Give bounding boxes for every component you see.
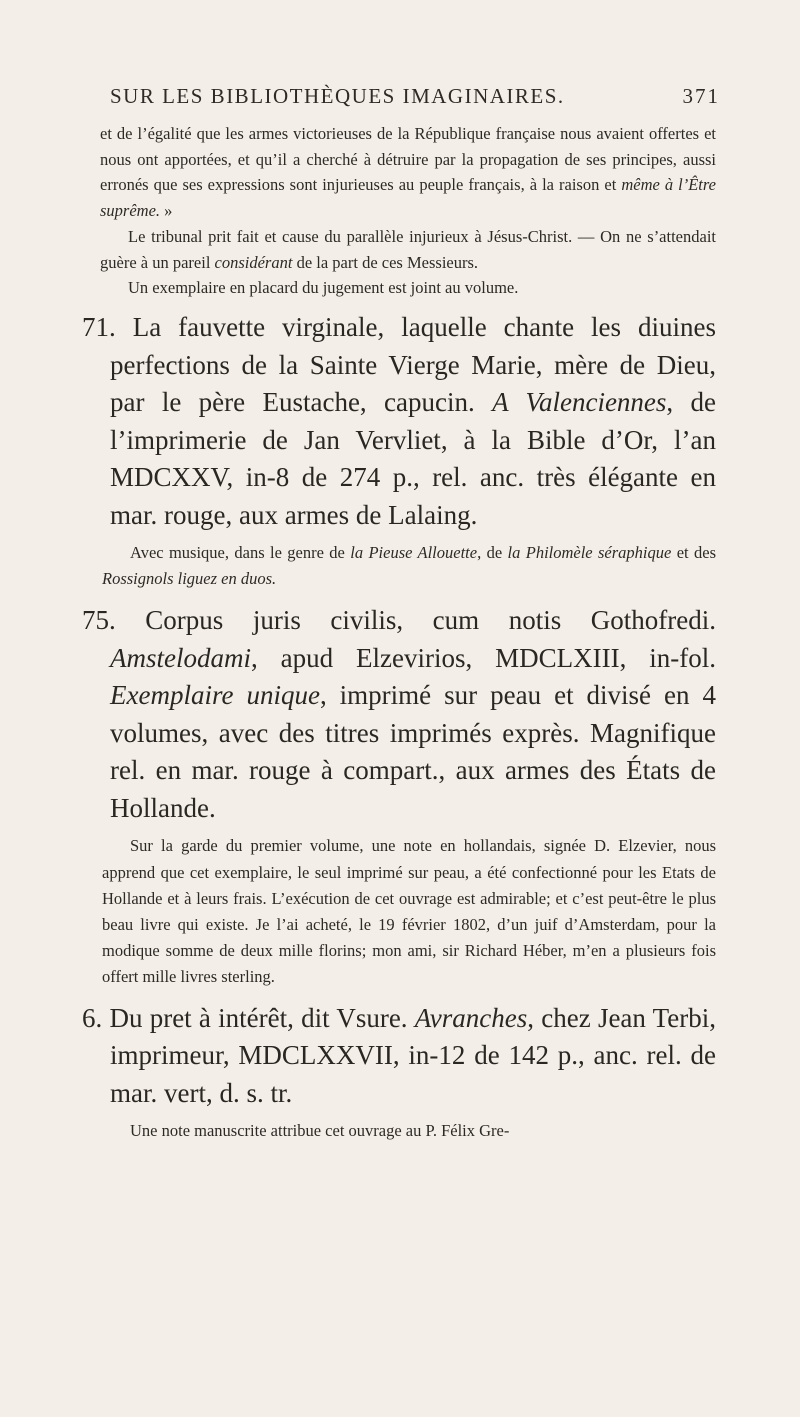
entry-text: . La fauvette virginale, laquelle chante les diuines perfections de la Sainte Vierge Marie, mère de Dieu, par le père Eustache, capucin. xyxy=(109,312,716,418)
entry-text: . Du pret à intérêt, dit Vsure. xyxy=(95,1002,415,1033)
entry-place: Avranches xyxy=(414,1002,528,1033)
intro-paragraph-1 xyxy=(100,121,716,224)
intro-paragraph-3: Un exemplaire en placard du jugement est joint au volume. xyxy=(128,278,519,298)
note-italic: Rossignols liguez en duos. xyxy=(102,569,277,589)
entry-note: Sur la garde du premier volume, une note en hollandais, signée D. Elzevier, nous apprend que cet exemplaire, le seul imprimé sur peau, a été confectionné pour les Etats de Hollande et à leurs frais. L’exécution de cet ouvrage est admirable; et c’est peut-être le plus beau livre qui existe. Je l’ai acheté, le 19 février 1802, d’un juif d’Amsterdam, pour la modique somme de deux mille florins; mon ami, sir Richard Héber, m’en a plusieurs fois offert mille livres sterling. xyxy=(102,836,716,986)
entry-text: , chez Jean Terbi, imprimeur, MDCLXXVII, in-12 de 142 p., anc. rel. de mar. vert, d. s. tr. xyxy=(110,1002,716,1108)
entry-number: 75 xyxy=(82,605,109,636)
entry-place: Amstelodami xyxy=(110,642,251,673)
entry-note xyxy=(100,540,716,592)
entry-text: . Corpus juris civilis, cum notis Gothofredi. xyxy=(109,605,716,636)
intro-text: » xyxy=(160,201,173,221)
intro-text: de la part de ces Messieurs. xyxy=(292,252,479,272)
entry-note: Une note manuscrite attribue cet ouvrage au P. Félix Gre- xyxy=(130,1121,510,1141)
note-text: , de xyxy=(477,543,508,563)
intro-text: Le tribunal prit fait et cause du parallèle injurieux à Jésus-Christ. — On ne s’attendait guère à un pareil xyxy=(100,226,716,272)
catalog-entry-6 xyxy=(82,1000,716,1113)
running-title: SUR LES BIBLIOTHÈQUES IMAGINAIRES. xyxy=(110,84,565,108)
intro-italic: considérant xyxy=(214,252,293,272)
running-head xyxy=(100,84,720,109)
entry-place: A Valenciennes xyxy=(492,387,667,418)
intro-text: et de l’égalité que les armes victorieuses de la République française nous avaient offertes et nous ont apportées, et qu’il a cherché à détruire par la propagation de ses principes, aussi erronés que ses expressions sont injurieuses au peuple français, à la raison et xyxy=(100,124,716,195)
note-text: Avec musique, dans le genre de xyxy=(130,543,351,563)
intro-continuation xyxy=(100,121,716,301)
entry-number: 71 xyxy=(82,312,109,343)
entry-text: , imprimé sur peau et divisé en 4 volumes, avec des titres imprimés exprès. Magnifique rel. en mar. rouge à compart., aux armes des États de Hollande. xyxy=(110,680,717,823)
entry-number: 6 xyxy=(82,1002,96,1033)
note-text: et des xyxy=(671,543,716,563)
page-number: 371 xyxy=(682,84,720,108)
entry-text: , de l’imprimerie de Jan Vervliet, à la Bible d’Or, l’an MDCXXV, in-8 de 274 p., rel. anc. très élégante en mar. rouge, aux armes de Lalaing. xyxy=(110,387,717,530)
intro-italic: même à l’Être suprême. xyxy=(100,175,716,221)
catalog-entry-71 xyxy=(82,309,717,534)
catalog-entry-75 xyxy=(82,602,717,827)
entry-italic: Exemplaire unique xyxy=(110,680,320,711)
note-italic: la Pieuse Allouette xyxy=(350,543,478,563)
intro-paragraph-2 xyxy=(100,224,716,275)
entry-text: , apud Elzevirios, MDCLXIII, in-fol. xyxy=(251,642,716,673)
note-italic: la Philomèle séraphique xyxy=(507,543,672,563)
